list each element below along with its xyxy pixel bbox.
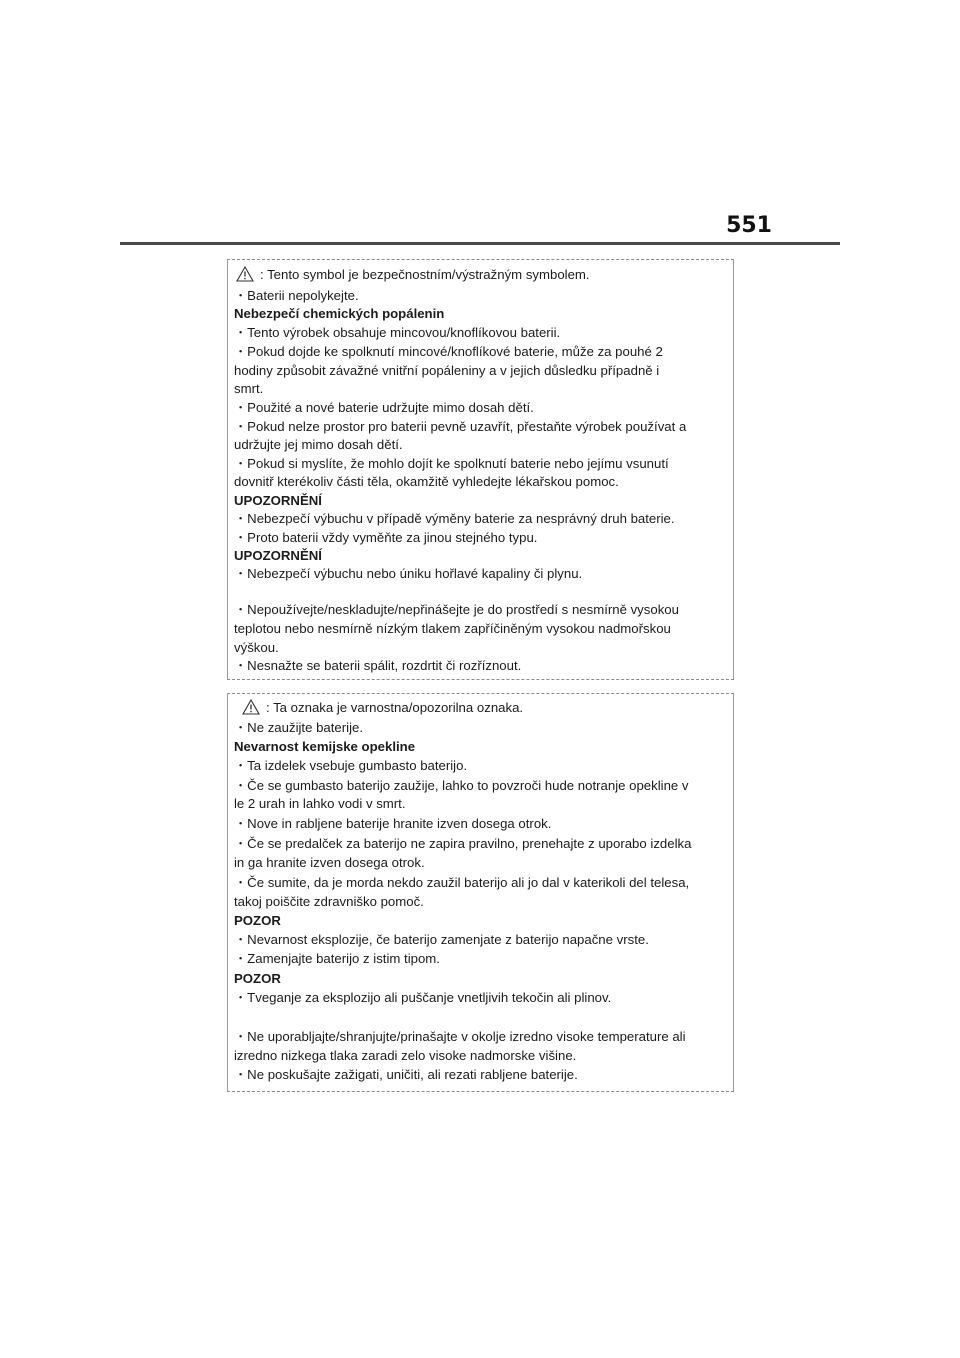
text-line: ・Ne zaužijte baterije.: [234, 720, 364, 735]
page-number: 551: [726, 213, 772, 238]
text-line: ・Pokud nelze prostor pro baterii pevně uzavřít, přestaňte výrobek používat a: [234, 419, 687, 434]
section-heading: Nevarnost kemijske opekline: [234, 739, 416, 754]
warning-triangle-icon: [242, 699, 260, 715]
text-line: ・Če se predalček za baterijo ne zapira pravilno, prenehajte z uporabo izdelka: [234, 836, 692, 851]
warning-line: [242, 699, 523, 716]
text-line: ・Nebezpečí výbuchu nebo úniku hořlavé kapaliny či plynu.: [234, 566, 583, 581]
text-line: ・Baterii nepolykejte.: [234, 288, 359, 303]
text-line: ・Zamenjajte baterijo z istim tipom.: [234, 951, 440, 966]
text-line: ・Nevarnost eksplozije, če baterijo zamenjate z baterijo napačne vrste.: [234, 932, 649, 947]
warning-text: : Tento symbol je bezpečnostním/výstražným symbolem.: [260, 267, 590, 282]
text-line: ・Tveganje za eksplozijo ali puščanje vnetljivih tekočin ali plinov.: [234, 990, 612, 1005]
text-line: izredno nizkega tlaka zaradi zelo visoke nadmorske višine.: [234, 1048, 577, 1063]
notice-box-czech: [227, 259, 734, 680]
text-line: dovnitř kterékoliv části těla, okamžitě vyhledejte lékařskou pomoc.: [234, 474, 619, 489]
text-line: výškou.: [234, 640, 279, 655]
text-line: le 2 urah in lahko vodi v smrt.: [234, 796, 406, 811]
text-line: ・Tento výrobek obsahuje mincovou/knoflíkovou baterii.: [234, 325, 561, 340]
section-heading: UPOZORNĚNÍ: [234, 493, 322, 508]
text-line: ・Pokud si myslíte, že mohlo dojít ke spolknutí baterie nebo jejímu vsunutí: [234, 456, 669, 471]
text-line: ・Če se gumbasto baterijo zaužije, lahko to povzroči hude notranje opekline v: [234, 778, 689, 793]
text-line: ・Če sumite, da je morda nekdo zaužil baterijo ali jo dal v katerikoli del telesa,: [234, 875, 690, 890]
text-line: ・Použité a nové baterie udržujte mimo dosah dětí.: [234, 400, 534, 415]
warning-line: [236, 266, 590, 283]
text-line: ・Ta izdelek vsebuje gumbasto baterijo.: [234, 758, 468, 773]
text-line: ・Nesnažte se baterii spálit, rozdrtit či rozříznout.: [234, 658, 522, 673]
text-line: udržujte jej mimo dosah dětí.: [234, 437, 403, 452]
text-line: takoj poiščite zdravniško pomoč.: [234, 894, 424, 909]
text-line: hodiny způsobit závažné vnitřní popáleniny a v jejich důsledku případně i: [234, 363, 660, 378]
text-line: ・Ne uporabljajte/shranjujte/prinašajte v okolje izredno visoke temperature ali: [234, 1029, 686, 1044]
text-line: ・Proto baterii vždy vyměňte za jinou stejného typu.: [234, 530, 538, 545]
header-rule: [120, 242, 840, 245]
section-heading: Nebezpečí chemických popálenin: [234, 306, 445, 321]
warning-text: : Ta oznaka je varnostna/opozorilna oznaka.: [266, 700, 524, 715]
section-heading: UPOZORNĚNÍ: [234, 548, 322, 563]
text-line: ・Nebezpečí výbuchu v případě výměny baterie za nesprávný druh baterie.: [234, 511, 675, 526]
text-line: ・Ne poskušajte zažigati, uničiti, ali rezati rabljene baterije.: [234, 1067, 578, 1082]
text-line: ・Nove in rabljene baterije hranite izven dosega otrok.: [234, 816, 552, 831]
text-line: teplotou nebo nesmírně nízkým tlakem zapříčiněným vysokou nadmořskou: [234, 621, 671, 636]
notice-box-slovenian: [227, 693, 734, 1092]
section-heading: POZOR: [234, 971, 281, 986]
section-heading: POZOR: [234, 913, 281, 928]
text-line: smrt.: [234, 381, 264, 396]
text-line: ・Pokud dojde ke spolknutí mincové/knoflíkové baterie, může za pouhé 2: [234, 344, 663, 359]
warning-triangle-icon: [236, 266, 254, 282]
text-line: ・Nepoužívejte/neskladujte/nepřinášejte je do prostředí s nesmírně vysokou: [234, 602, 679, 617]
text-line: in ga hranite izven dosega otrok.: [234, 855, 425, 870]
